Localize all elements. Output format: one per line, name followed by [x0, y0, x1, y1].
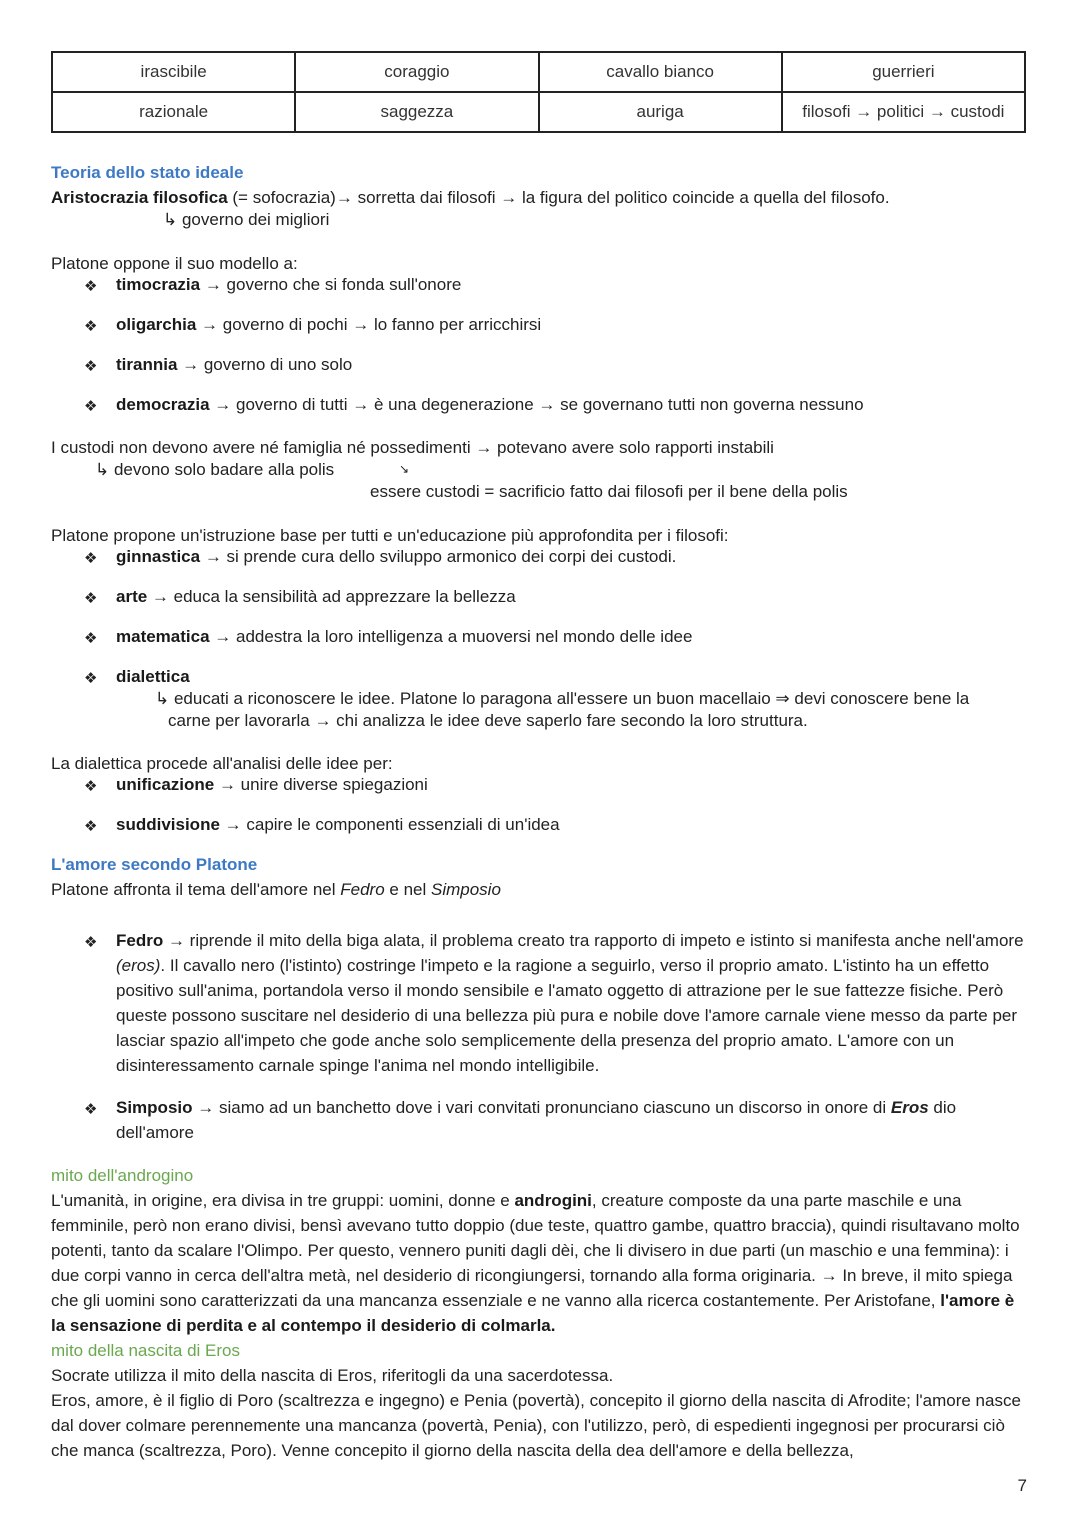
comparison-table	[51, 51, 1026, 133]
aristocrazia-line	[51, 188, 890, 208]
table-cell: guerrieri	[782, 52, 1025, 92]
amore-intro	[51, 880, 501, 900]
androgino-paragraph	[51, 1188, 1026, 1338]
list-term: suddivisione	[116, 815, 220, 834]
bullet-icon: ❖	[84, 318, 98, 335]
list-desc: → si prende cura dello sviluppo armonico dei corpi dei custodi.	[200, 547, 677, 566]
section-heading-eros: mito della nascita di Eros	[51, 1341, 240, 1360]
list-item	[116, 395, 864, 415]
list-item	[116, 275, 461, 295]
arrow-down-right-icon: ↘	[399, 462, 410, 476]
fedro-eros: (eros)	[116, 956, 161, 975]
list-desc: → governo che si fonda sull'onore	[200, 275, 462, 294]
bullet-icon: ❖	[84, 630, 98, 647]
custodi-line: I custodi non devono avere né famiglia né possedimenti → potevano avere solo rapporti instabili	[51, 438, 774, 457]
list-desc: → governo di uno solo	[177, 355, 353, 374]
androgino-text: L'umanità, in origine, era divisa in tre gruppi: uomini, donne e	[51, 1191, 515, 1210]
fedro-text: → riprende il mito della biga alata, il problema creato tra rapporto di impeto e istinto si manifesta anche nell'amore	[163, 931, 1024, 950]
list-term: timocrazia	[116, 275, 201, 294]
simposio-paragraph	[116, 1095, 1026, 1145]
table-cell: irascibile	[52, 52, 295, 92]
table-cell: auriga	[539, 92, 782, 132]
bullet-icon: ❖	[84, 778, 98, 795]
list-item	[116, 775, 428, 795]
governo-migliori: ↳ governo dei migliori	[163, 210, 330, 229]
list-item	[116, 315, 541, 335]
bullet-icon: ❖	[84, 358, 98, 375]
list-desc: → governo di tutti → è una degenerazione → se governano tutti non governa nessuno	[209, 395, 864, 414]
table-cell: razionale	[52, 92, 295, 132]
list-item	[116, 355, 352, 375]
intro-text: e nel	[384, 880, 431, 899]
intro-text: Platone affronta il tema dell'amore nel	[51, 880, 341, 899]
list-item	[116, 587, 516, 607]
bullet-icon: ❖	[84, 550, 98, 567]
table-row	[52, 92, 1025, 132]
table-cell: filosofi → politici → custodi	[782, 92, 1025, 132]
bullet-icon: ❖	[84, 590, 98, 607]
section-heading-amore: L'amore secondo Platone	[51, 855, 258, 874]
custodi-sacrificio: essere custodi = sacrificio fatto dai filosofi per il bene della polis	[370, 482, 848, 501]
table-cell: coraggio	[295, 52, 538, 92]
istruzione-intro: Platone propone un'istruzione base per tutti e un'educazione più approfondita per i filosofi:	[51, 526, 729, 545]
list-term: unificazione	[116, 775, 215, 794]
bullet-icon: ❖	[84, 934, 98, 951]
list-desc: → governo di pochi → lo fanno per arricchirsi	[196, 315, 542, 334]
list-desc: → unire diverse spiegazioni	[214, 775, 428, 794]
fedro-text: . Il cavallo nero (l'istinto) costringe l'impeto e la ragione a seguirlo, verso il proprio amato. L'istinto ha un effetto positivo sull'anima, portandola verso il mondo sensibile e l'amato oggetto di attrazione per le sue fattezze fisiche. Però queste possono suscitare nel desiderio di una bellezza più pura e nobile dove l'amore carnale viene messo da parte per lasciar spazio all'impeto che gode anche solo semplicemente della presenza del proprio amato. L'amore con un disinteressamento carnale spinge l'anima nel mondo intelligibile.	[116, 956, 1018, 1075]
list-desc: → capire le componenti essenziali di un'idea	[219, 815, 560, 834]
simposio-term: Simposio	[116, 1098, 193, 1117]
bullet-icon: ❖	[84, 398, 98, 415]
fedro-term: Fedro	[116, 931, 164, 950]
list-term: dialettica	[116, 667, 190, 686]
list-item	[116, 667, 190, 687]
list-term: matematica	[116, 627, 210, 646]
eros-intro: Socrate utilizza il mito della nascita di Eros, riferitogli da una sacerdotessa.	[51, 1366, 614, 1385]
page-number: 7	[1017, 1476, 1027, 1495]
section-heading-androgino: mito dell'androgino	[51, 1166, 194, 1185]
dialettica-desc-2: carne per lavorarla → chi analizza le idee deve saperlo fare secondo la loro struttura.	[168, 711, 808, 730]
simposio-eros: Eros	[890, 1098, 929, 1117]
bullet-icon: ❖	[84, 818, 98, 835]
list-item	[116, 627, 692, 647]
list-desc: → addestra la loro intelligenza a muoversi nel mondo delle idee	[209, 627, 693, 646]
eros-paragraph: Eros, amore, è il figlio di Poro (scaltrezza e ingegno) e Penia (povertà), concepito il giorno della nascita di Afrodite; l'amore nasce dal dover colmare perennemente una mancanza (povertà, Penia), con l'utilizzo, però, di espedienti ingegnosi per procurarsi ciò che manca (scaltrezza, Poro). Venne concepito il giorno della nascita della dea dell'amore e della bellezza,	[51, 1391, 1021, 1460]
bullet-icon: ❖	[84, 278, 98, 295]
list-desc: → educa la sensibilità ad apprezzare la bellezza	[147, 587, 516, 606]
androgino-text: , creature composte da una parte maschile e una femminile, però non erano divisi, bensì avevano tutto doppio (due teste, quattro gambe, quattro braccia), quindi risultavano molto potenti, tanto da scalare l'Olimpo. Per questo, vennero puniti dagli dèi, che li divisero in due parti (un maschio e una femmina): i due corpi vanno in cerca dell'altra metà, nel desiderio di ricongiungersi, tornando alla forma originaria. → In breve, il mito spiega che gli uomini sono caratterizzati da una mancanza essenziale e ne vanno alla ricerca costantemente. Per Aristofane,	[51, 1191, 1020, 1310]
oppone-intro: Platone oppone il suo modello a:	[51, 254, 298, 273]
simposio-text: dio dell'amore	[116, 1098, 957, 1142]
table-row	[52, 52, 1025, 92]
list-term: ginnastica	[116, 547, 201, 566]
list-term: arte	[116, 587, 148, 606]
intro-fedro: Fedro	[340, 880, 385, 899]
list-term: tirannia	[116, 355, 178, 374]
aristocrazia-desc: (= sofocrazia)→ sorretta dai filosofi → la figura del politico coincide a quella del filosofo.	[227, 188, 890, 207]
section-heading-stato: Teoria dello stato ideale	[51, 163, 244, 182]
simposio-text: → siamo ad un banchetto dove i vari convitati pronunciano ciascuno un discorso in onore di	[192, 1098, 891, 1117]
table-cell: saggezza	[295, 92, 538, 132]
dialettica-intro: La dialettica procede all'analisi delle idee per:	[51, 754, 393, 773]
list-term: oligarchia	[116, 315, 197, 334]
androgino-conclusion: l'amore è la sensazione di perdita e al contempo il desiderio di colmarla.	[51, 1291, 1015, 1335]
aristocrazia-term: Aristocrazia filosofica	[51, 188, 228, 207]
list-term: democrazia	[116, 395, 210, 414]
dialettica-desc-1: ↳ educati a riconoscere le idee. Platone lo paragona all'essere un buon macellaio ⇒ devi conoscere bene la	[155, 689, 970, 708]
bullet-icon: ❖	[84, 670, 98, 687]
intro-simposio: Simposio	[431, 880, 501, 899]
list-item	[116, 547, 676, 567]
table-cell: cavallo bianco	[539, 52, 782, 92]
list-item	[116, 815, 560, 835]
bullet-icon: ❖	[84, 1101, 98, 1118]
custodi-polis: ↳ devono solo badare alla polis	[95, 460, 335, 479]
androgini-term: androgini	[514, 1191, 592, 1210]
fedro-paragraph	[116, 928, 1026, 1078]
